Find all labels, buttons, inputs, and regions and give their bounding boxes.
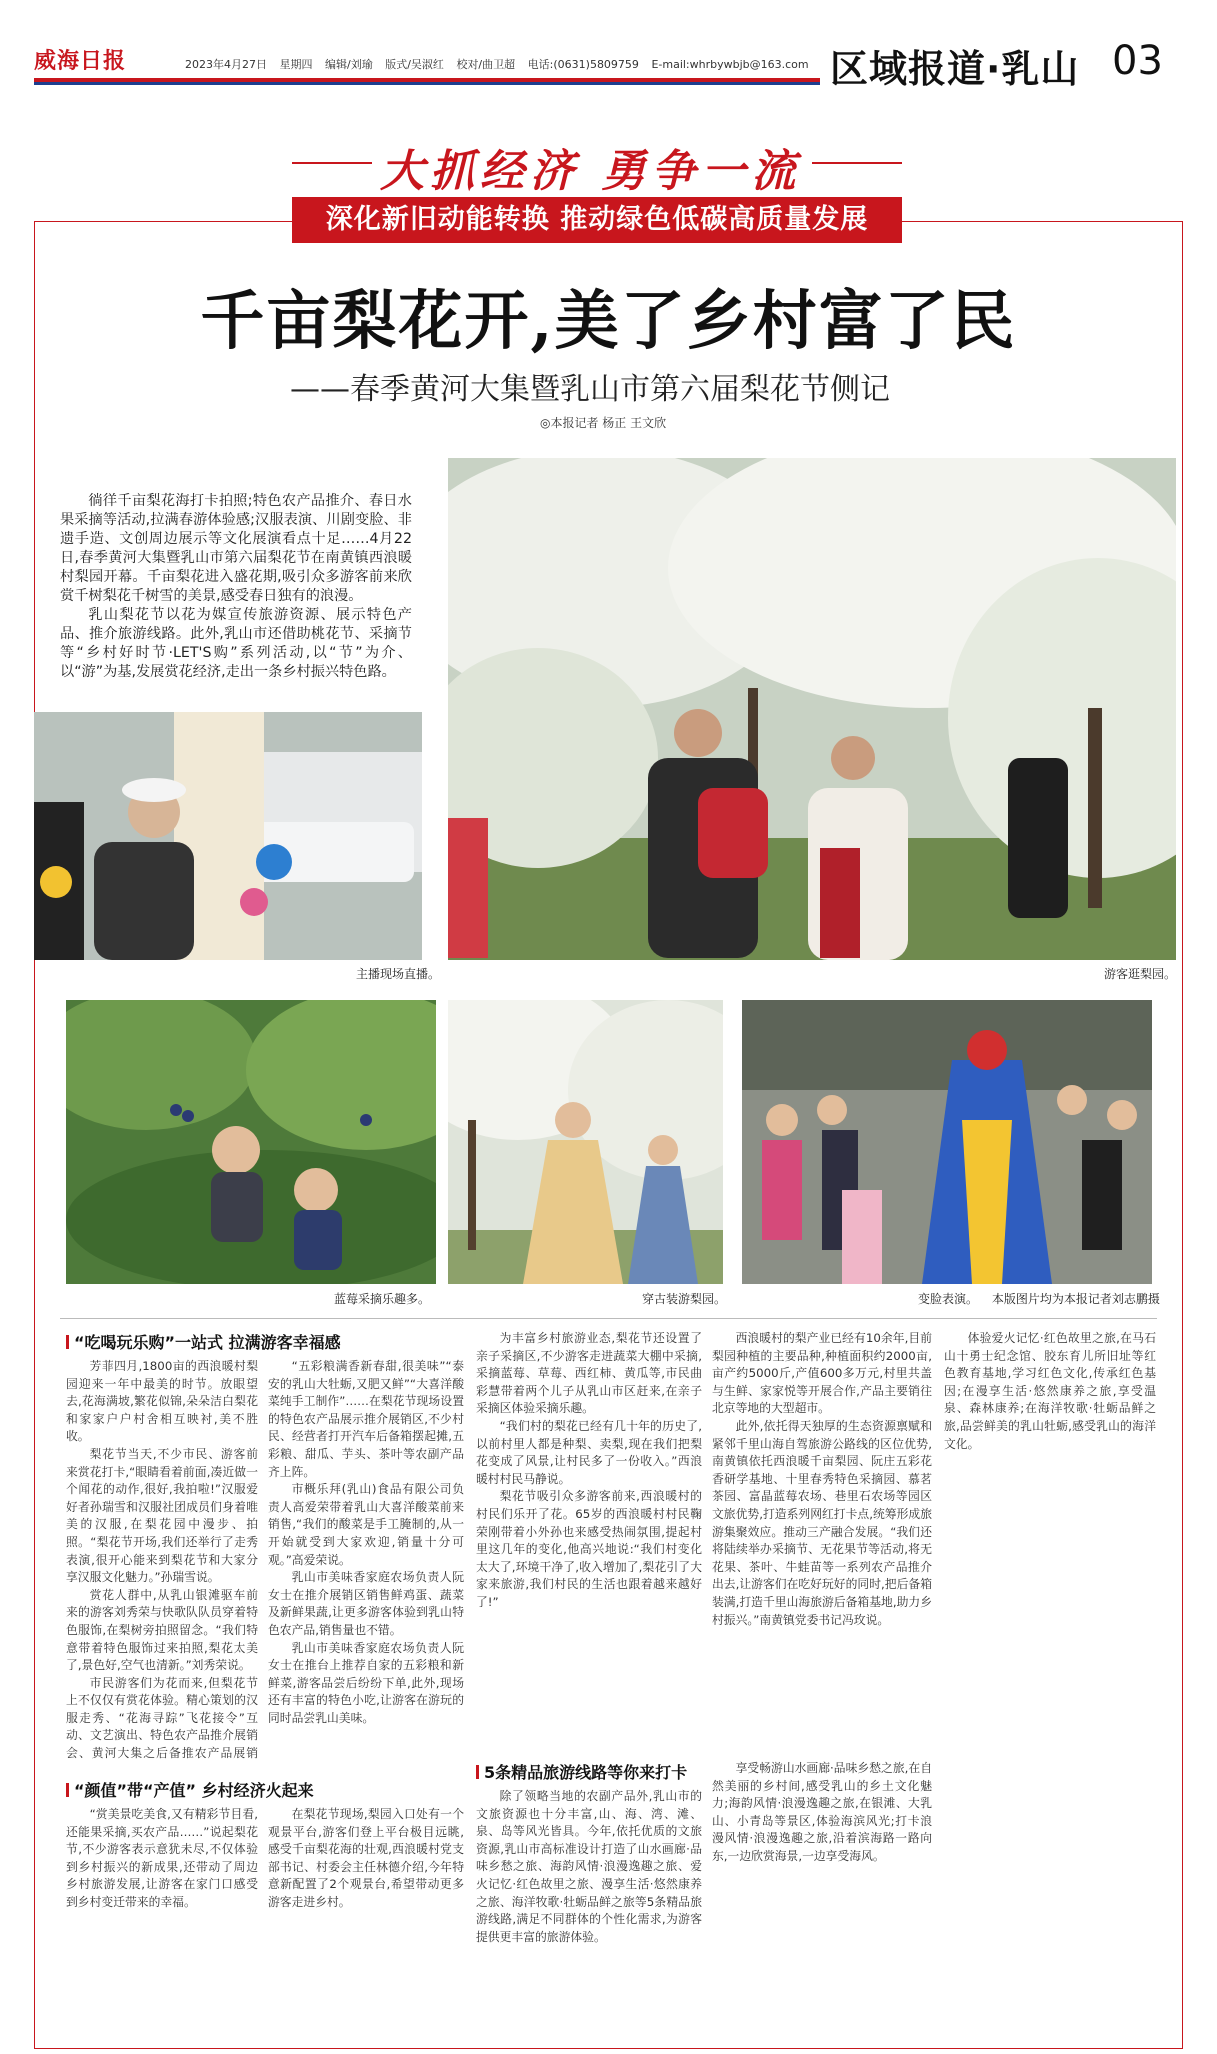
body-column-6	[712, 1330, 932, 1746]
email-address: E-mail:whrbywbjb@163.com	[651, 58, 809, 71]
body-column-8	[712, 1760, 932, 2038]
proof-credit: 校对/曲卫超	[456, 58, 516, 71]
photo-credit: 本版图片均为本报记者刘志鹏摄	[991, 1292, 1160, 1306]
phone-number: 电话:(0631)5809759	[527, 58, 639, 71]
body-paragraph: 乳山市美味香家庭农场负责人阮女士在推介展销区销售鲜鸡蛋、蔬菜及新鲜果蔬,让更多游客体验到乳山特色农产品,销售量也不错。	[268, 1570, 464, 1637]
body-paragraph: 此外,依托得天独厚的生态资源禀赋和紧邻千里山海自驾旅游公路线的区位优势,南黄镇依托西浪暖千亩梨园、阮庄五彩花香研学基地、十里春秀特色采摘园、慕茗茶园、富晶蓝莓农场、巷里石农场等园区文旅优势,打造系列网红打卡点,统筹形成旅游集聚效应。推动三产融合发展。“我们还将陆续举办采摘节、无花果节等活动,将无花果、茶叶、牛蛙苗等一系列农产品推介出去,让游客们在吃好玩好的同时,把后备箱装满,打造千里山海旅游后备箱基地,助力乡村振兴。”南黄镇党委书记冯玫说。	[712, 1418, 932, 1627]
body-column-9	[944, 1330, 1156, 2038]
body-paragraph: 为丰富乡村旅游业态,梨花节还设置了亲子采摘区,不少游客走进蔬菜大棚中采摘,采摘蓝莓、草莓、西红柿、黄瓜等,市民曲彩慧带着两个儿子从乳山市区赶来,在亲子采摘区体验采摘乐趣。	[476, 1331, 702, 1416]
photo-pear-garden	[448, 458, 1176, 960]
slogan-rule-left	[292, 162, 372, 164]
layout-credit: 版式/吴淑红	[385, 58, 444, 71]
body-column-4	[268, 1806, 464, 2038]
body-column-5	[476, 1330, 702, 1746]
section-title: 区域报道·乳山	[830, 47, 1080, 91]
editor-credit: 编辑/刘瑜	[325, 58, 373, 71]
caption-opera	[918, 1290, 1160, 1307]
body-paragraph: 市民游客们为花而来,但梨花节上不仅仅有赏花体验。精心策划的汉服走秀、“花海寻踪”飞花接令”互动、文艺演出、特色农产品推介展销会、黄河大集之后备推农产品展销	[66, 1675, 258, 1760]
hanfu-image	[448, 1000, 723, 1284]
masthead-rule-blue	[34, 82, 820, 85]
body-column-2	[268, 1358, 464, 1760]
slogan: 大抓经济 勇争一流	[380, 146, 802, 197]
body-paragraph: 除了领略当地的农副产品外,乳山市的文旅资源也十分丰富,山、海、湾、滩、泉、岛等风光皆具。今年,依托优质的文旅资源,乳山市高标准设计打造了山水画廊·品味乡愁之旅、海韵风情·浪漫逸趣之旅、爱火记忆·红色故里之旅、漫享生活·悠然康养之旅、海洋牧歌·牡蛎品鲜之旅等5条精品旅游线路,满足不同群体的个性化需求,为游客提供更丰富的旅游体验。	[476, 1789, 702, 1944]
section-heading-3: 5条精品旅游线路等你来打卡	[476, 1760, 687, 1783]
issue-weekday: 星期四	[279, 58, 313, 71]
body-paragraph: 芳菲四月,1800亩的西浪暖村梨园迎来一年中最美的时节。放眼望去,花海满坡,繁花似锦,朵朵洁白梨花和家家户户村舍相互映衬,美不胜收。	[66, 1359, 258, 1444]
body-paragraph: 乳山市美味香家庭农场负责人阮女士在推台上推荐自家的五彩粮和新鲜菜,游客品尝后纷纷下单,此外,现场还有丰富的特色小吃,让游客在游玩的同时品尝乳山美味。	[268, 1640, 464, 1725]
section-heading-1: “吃喝玩乐购”一站式 拉满游客幸福感	[66, 1330, 341, 1353]
issue-date: 2023年4月27日	[185, 58, 267, 71]
newspaper-logo: 威海日报	[34, 48, 127, 74]
body-paragraph: 梨花节当天,不少市民、游客前来赏花打卡,“眼睛看着前面,凑近做一个闻花的动作,很好,我拍啦!”汉服爱好者孙瑞雪和汉服社团成员们身着唯美的汉服,在梨花园中漫步、拍照。“梨花节开场,我们还举行了走秀表演,很开心能来到梨花节和大家分享汉服文化魅力。”孙瑞雪说。	[66, 1446, 258, 1585]
blueberry-image	[66, 1000, 436, 1284]
headline: 千亩梨花开,美了乡村富了民	[200, 284, 1017, 359]
caption-blueberry: 蓝莓采摘乐趣多。	[334, 1292, 431, 1306]
body-paragraph: 赏花人群中,从乳山银滩驱车前来的游客刘秀荣与快歌队队员穿着特色服饰,在梨树旁拍照留念。“我们特意带着特色服饰过来拍照,梨花太美了,景色好,空气也清新。”刘秀荣说。	[66, 1587, 258, 1673]
byline: ◎本报记者 杨正 王文欣	[540, 416, 667, 430]
live-stream-image	[34, 712, 422, 960]
photo-blueberry	[66, 1000, 436, 1284]
body-paragraph: “五彩粮满香新春甜,很美味”“泰安的乳山大牡蛎,又肥又鲜”“大喜洋酸菜纯手工制作”……在梨花节现场设置的特色农产品展示推介展销区,不少村民、经营者打开汽车后备箱摆起摊,五彩粮、甜瓜、芋头、茶叶等农副产品齐上阵。	[268, 1359, 464, 1479]
caption-live: 主播现场直播。	[356, 967, 441, 981]
lead-paragraph: 乳山梨花节以花为媒宣传旅游资源、展示特色产品、推介旅游线路。此外,乳山市还借助桃花节、采摘节等“乡村好时节·LET'S购”系列活动,以“节”为介、以“游”为基,发展赏花经济,走出一条乡村振兴特色路。	[60, 607, 412, 680]
body-paragraph: 体验爱火记忆·红色故里之旅,在马石山十勇士纪念馆、胶东育儿所旧址等红色教育基地,学习红色文化,传承红色基因;在漫享生活·悠然康养之旅,享受温泉、森林康养;在海洋牧歌·牡蛎品鲜之旅,品尝鲜美的乳山牡蛎,感受乳山的海洋文化。	[944, 1331, 1156, 1451]
masthead-info	[185, 56, 818, 72]
pear-garden-image	[448, 458, 1176, 960]
caption-garden: 游客逛梨园。	[1104, 967, 1177, 981]
caption-opera-text: 变脸表演。	[918, 1292, 979, 1306]
sub-slogan-banner: 深化新旧动能转换 推动绿色低碳高质量发展	[292, 197, 902, 243]
section-heading-2: “颜值”带“产值” 乡村经济火起来	[66, 1778, 314, 1801]
photo-hanfu	[448, 1000, 723, 1284]
section-divider	[60, 1318, 1157, 1319]
body-paragraph: 梨花节吸引众多游客前来,西浪暖村的村民们乐开了花。65岁的西浪暖村村民鞠荣刚带着小外孙也来感受热闹氛围,提起村里这几年的变化,他高兴地说:“我们村变化太大了,环境干净了,收入增加了,梨花引了大家来旅游,我们村民的生活也跟着越来越好了!”	[476, 1489, 702, 1609]
slogan-rule-right	[812, 162, 902, 164]
body-paragraph: 西浪暖村的梨产业已经有10余年,目前梨园种植的主要品种,种植面积约2000亩,亩产约5000斤,产值600多万元,村里共盖与生鲜、家家悦等开展合作,产品主要销往北京等地的大型超市。	[712, 1331, 932, 1416]
body-column-7	[476, 1788, 702, 2038]
body-paragraph: 市概乐拜(乳山)食品有限公司负责人高爱荣带着乳山大喜洋酸菜前来销售,“我们的酸菜是手工腌制的,从一开始就受到大家欢迎,销量十分可观。”高爱荣说。	[268, 1482, 464, 1567]
body-paragraph: 在梨花节现场,梨园入口处有一个观景平台,游客们登上平台极目远眺,感受千亩梨花海的壮观,西浪暖村党支部书记、村委会主任林德介绍,今年特意新配置了2个观景台,希望带动更多游客走进乡村。	[268, 1807, 464, 1909]
body-paragraph: 享受畅游山水画廊·品味乡愁之旅,在自然美丽的乡村间,感受乳山的乡土文化魅力;海韵风情·浪漫逸趣之旅,在银滩、大乳山、小青岛等景区,体验海滨风光;打卡浪漫风情·浪漫逸趣之旅,沿着滨海路一路向东,一边欣赏海景,一边享受海风。	[712, 1761, 932, 1863]
body-paragraph: “我们村的梨花已经有几十年的历史了,以前村里人都是种梨、卖梨,现在我们把梨花变成了风景,让村民多了一份收入。”西浪暖村村民马静说。	[476, 1418, 702, 1486]
photo-opera	[742, 1000, 1152, 1284]
lead-paragraphs	[60, 492, 412, 682]
opera-image	[742, 1000, 1152, 1284]
lead-paragraph: 徜徉千亩梨花海打卡拍照;特色农产品推介、春日水果采摘等活动,拉满春游体验感;汉服表演、川剧变脸、非遗手造、文创周边展示等文化展演看点十足……4月22日,春季黄河大集暨乳山市第六届梨花节在南黄镇西浪暖村梨园开幕。千亩梨花进入盛花期,吸引众多游客前来欣赏千树梨花千树雪的美景,感受春日独有的浪漫。	[60, 493, 412, 604]
body-column-1	[66, 1358, 258, 1760]
body-paragraph: “赏美景吃美食,又有精彩节目看,还能果采摘,买农产品……”说起梨花节,不少游客表示意犹未尽,不仅体验到乡村振兴的新成果,还带动了周边乡村旅游发展,让游客在家门口感受到乡村变迁带来的幸福。	[66, 1807, 258, 1909]
subheadline: ——春季黄河大集暨乳山市第六届梨花节侧记	[290, 372, 890, 407]
photo-live-stream	[34, 712, 422, 960]
page-number: 03	[1112, 38, 1163, 84]
caption-hanfu: 穿古装游梨园。	[642, 1292, 727, 1306]
body-column-3	[66, 1806, 258, 2038]
